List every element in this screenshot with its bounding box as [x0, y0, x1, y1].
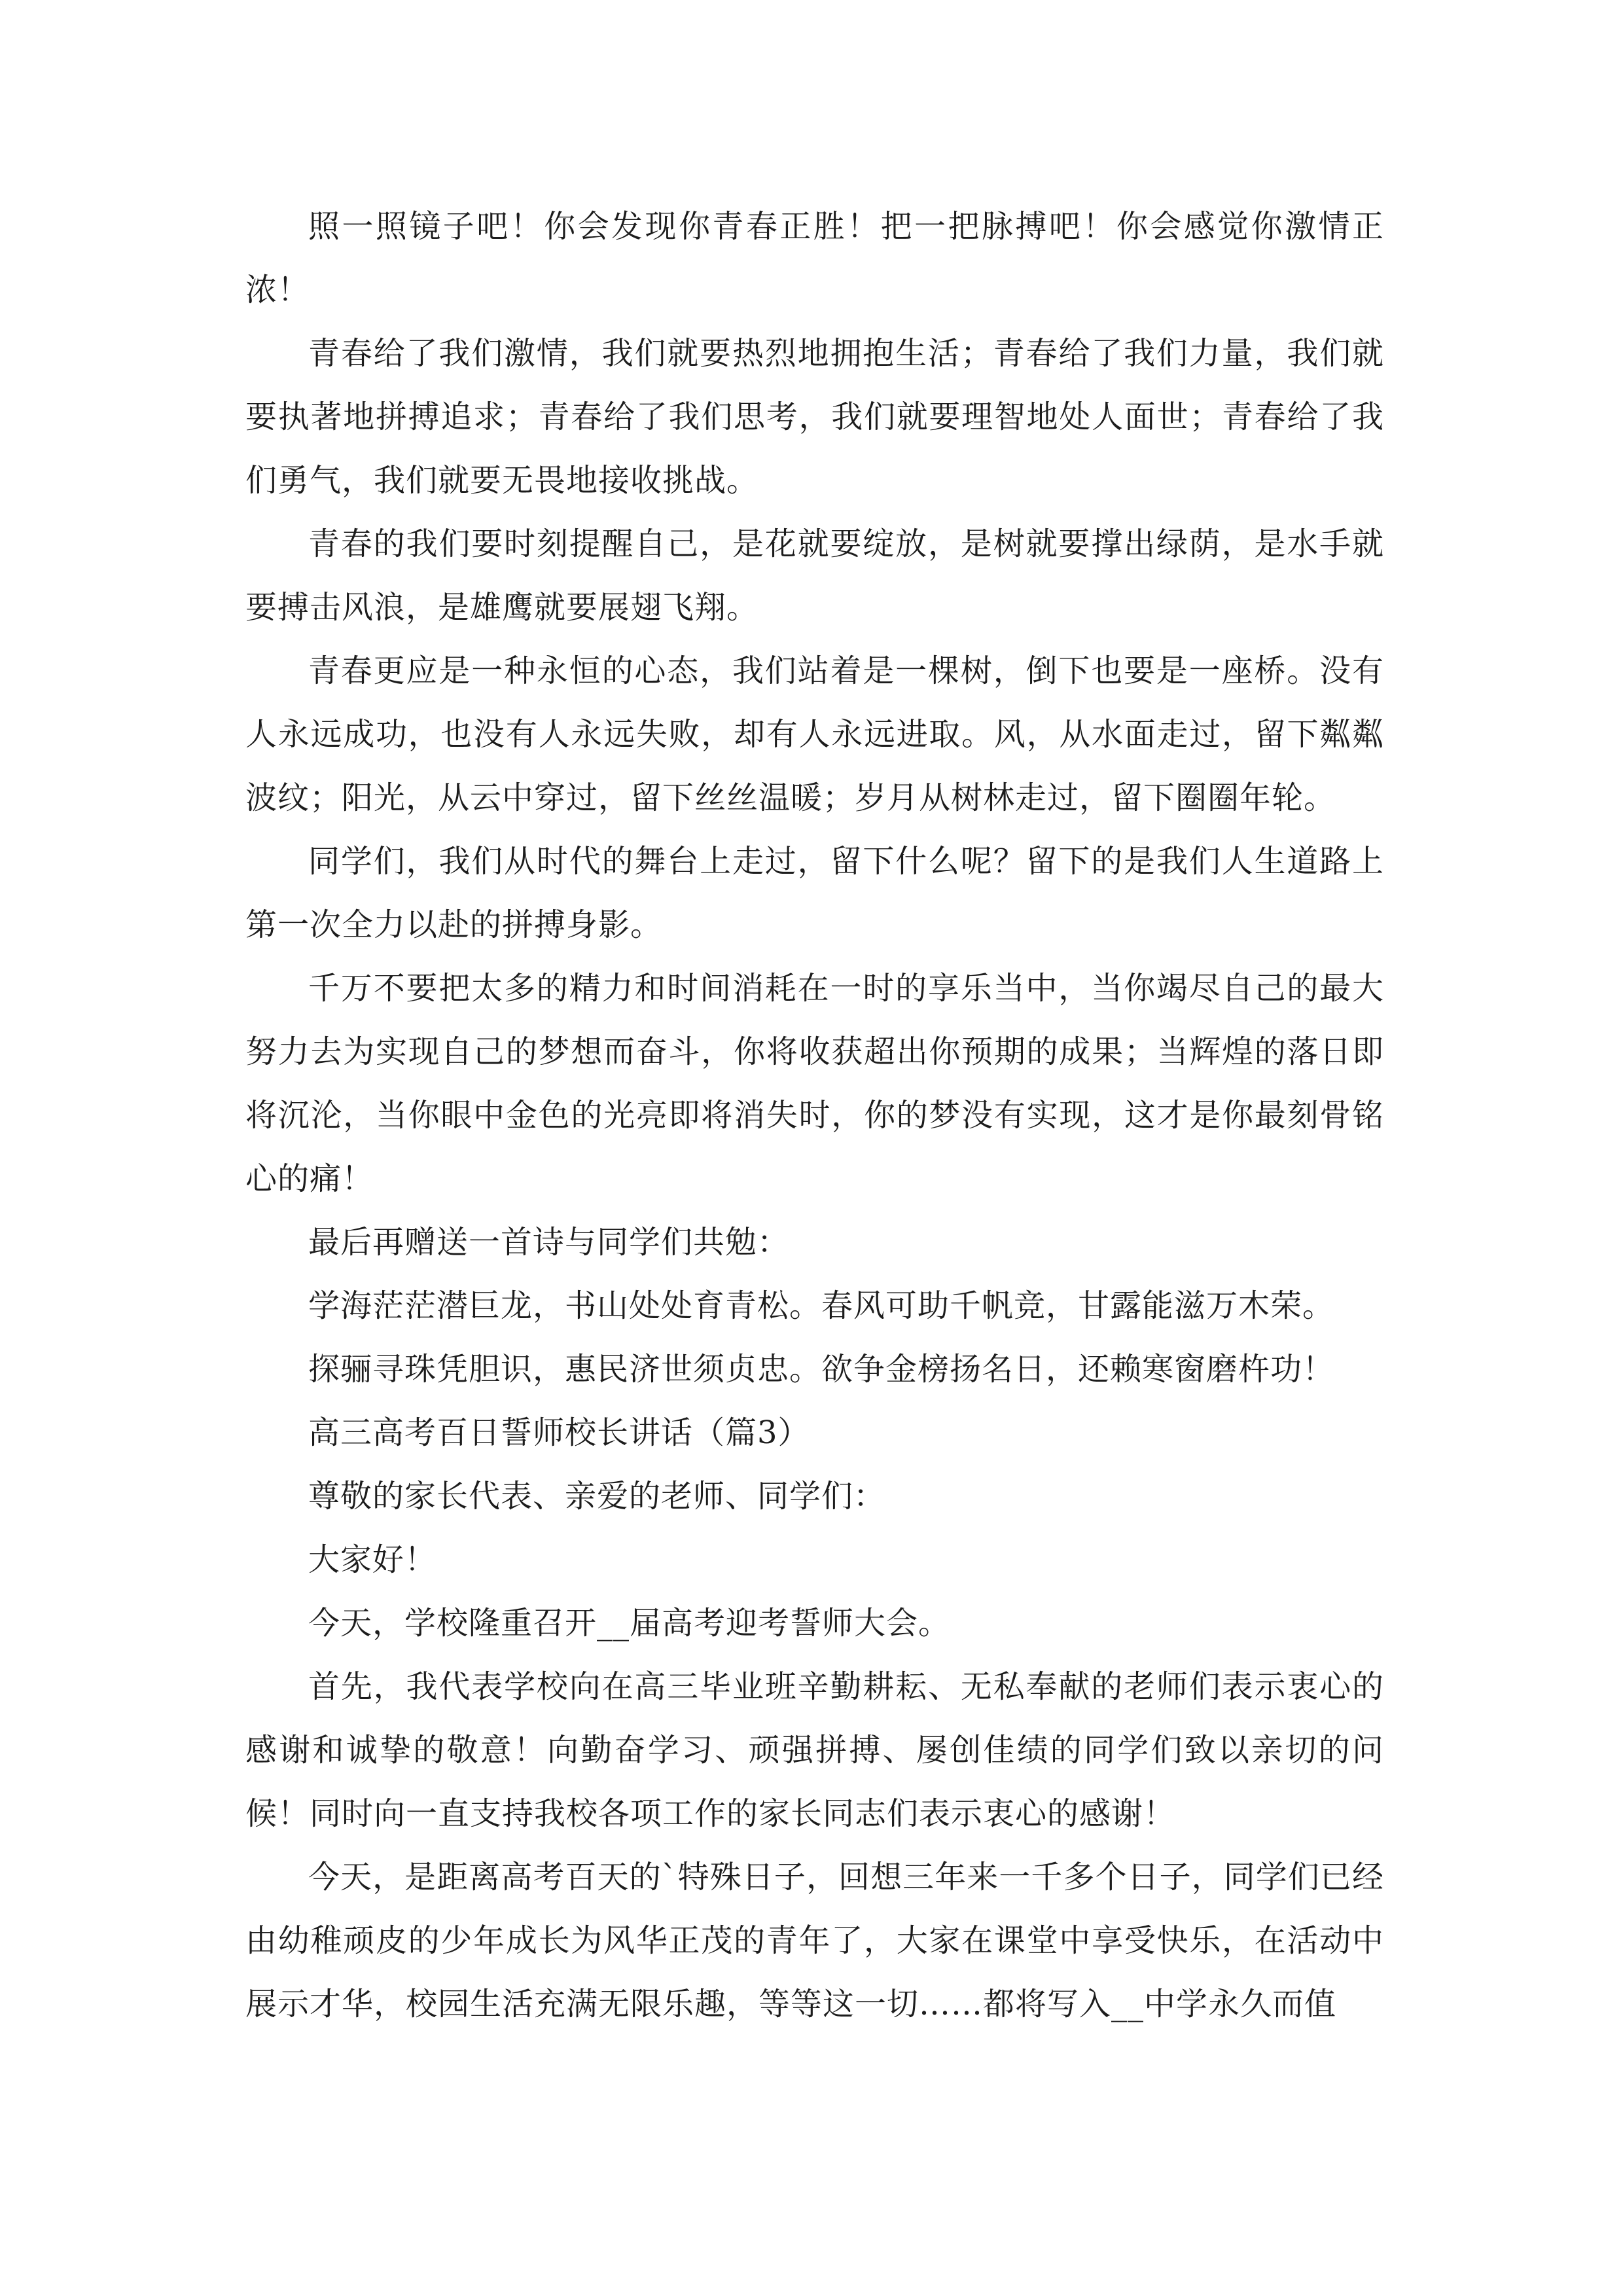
- paragraph: 照一照镜子吧！你会发现你青春正胜！把一把脉搏吧！你会感觉你激情正浓！: [245, 208, 1384, 308]
- paragraph: 青春更应是一种永恒的心态，我们站着是一棵树，倒下也要是一座桥。没有人永远成功，也没有人永远失败，却有人永远进取。风，从水面走过，留下粼粼波纹；阳光，从云中穿过，留下丝丝温暖；岁月从树林走过，留下圈圈年轮。: [245, 653, 1384, 816]
- paragraph: 今天，是距离高考百天的`特殊日子，回想三年来一千多个日子，同学们已经由幼稚顽皮的少年成长为风华正茂的青年了，大家在课堂中享受快乐，在活动中展示才华，校园生活充满无限乐趣，等等这一切……都将写入__中学永久而值: [245, 1859, 1384, 2022]
- paragraph: 青春给了我们激情，我们就要热烈地拥抱生活；青春给了我们力量，我们就要执著地拼搏追求；青春给了我们思考，我们就要理智地处人面世；青春给了我们勇气，我们就要无畏地接收挑战。: [245, 335, 1384, 499]
- greeting: 大家好！: [308, 1541, 437, 1578]
- document-body: [245, 195, 1384, 2036]
- paragraph: 青春的我们要时刻提醒自己，是花就要绽放，是树就要撑出绿荫，是水手就要搏击风浪，是雄鹰就要展翅飞翔。: [245, 526, 1384, 626]
- paragraph: 首先，我代表学校向在高三毕业班辛勤耕耘、无私奉献的老师们表示衷心的感谢和诚挚的敬意！向勤奋学习、顽强拼搏、屡创佳绩的同学们致以亲切的问候！同时向一直支持我校各项工作的家长同志们表示衷心的感谢！: [245, 1668, 1384, 1832]
- section-title: 高三高考百日誓师校长讲话（篇3）: [308, 1414, 810, 1451]
- poem-line: 学海茫茫潜巨龙，书山处处育青松。春风可助千帆竞，甘露能滋万木荣。: [308, 1287, 1335, 1324]
- paragraph: 千万不要把太多的精力和时间消耗在一时的享乐当中，当你竭尽自己的最大努力去为实现自己的梦想而奋斗，你将收获超出你预期的成果；当辉煌的落日即将沉沦，当你眼中金色的光亮即将消失时，你的梦没有实现，这才是你最刻骨铭心的痛！: [245, 970, 1384, 1197]
- salutation: 尊敬的家长代表、亲爱的老师、同学们：: [308, 1478, 886, 1515]
- poem-line: 探骊寻珠凭胆识，惠民济世须贞忠。欲争金榜扬名日，还赖寒窗磨杵功！: [308, 1351, 1335, 1388]
- paragraph: 同学们，我们从时代的舞台上走过，留下什么呢？留下的是我们人生道路上第一次全力以赴的拼搏身影。: [245, 843, 1384, 943]
- paragraph: 今天，学校隆重召开__届高考迎考誓师大会。: [308, 1605, 951, 1641]
- paragraph: 最后再赠送一首诗与同学们共勉：: [308, 1224, 790, 1261]
